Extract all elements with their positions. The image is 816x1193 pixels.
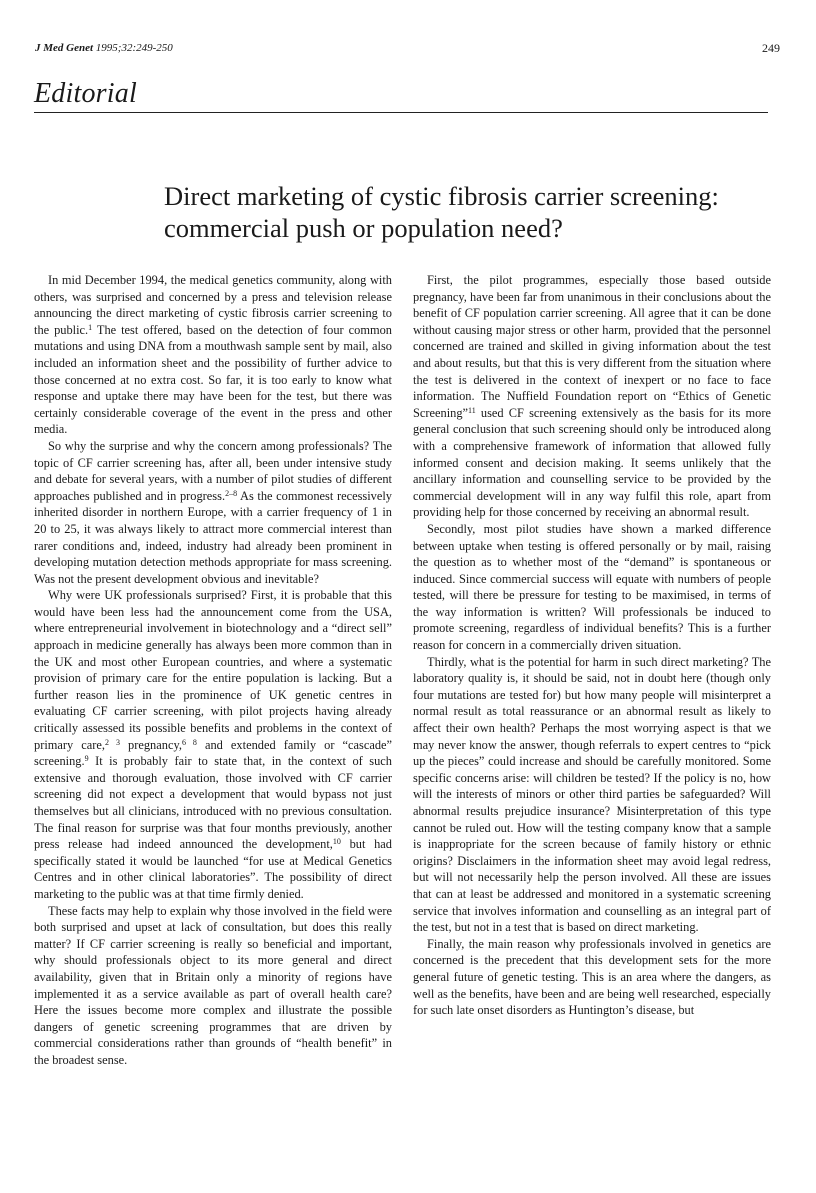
paragraph: In mid December 1994, the medical genetics community, along with others, was surprised and concerned by a press and television release announcing the direct marketing of cystic fibrosis carrier screening to the public.$^1$ The test offered, based on the detection of four common mutations and using DNA from a mouthwash sample sent by mail, also included an information sheet and the possibility of further advice to those concerned at no extra cost. So far, it is too early to know what response and uptake there may have been for the test, but there was certainly considerable coverage of the event in the press and other media. xyxy=(34,273,392,437)
citation-ref: 10 xyxy=(332,837,341,847)
page-number: 249 xyxy=(762,41,780,55)
citation-ref: 6 8 xyxy=(181,737,197,747)
right-column xyxy=(413,272,771,1019)
journal-name: J Med Genet xyxy=(35,42,94,54)
article-title xyxy=(164,180,784,244)
paragraph: First, the pilot programmes, especially those based outside pregnancy, have been far from unanimous in their conclusions about the benefit of CF population carrier screening. All agree that it can be done without causing major stress or other harm, provided that the personnel concerned are trained and skilled in giving information about the test and about results, but that this is very different from the situation where the test is delivered in the context of inexpert or no face to face information. The Nuffield Foundation report on “Ethics of Genetic Screening”$^{11}$ used CF screening extensively as the basis for its more general conclusion that such screening should only be introduced along with a comprehensive framework of information that allowed fully informed consent and decision making. It seems unlikely that the ancillary information and counselling service to be provided by the commercial development will in any way fulfil this role, apart from providing help for those concerned by receiving an abnormal result. xyxy=(413,273,771,520)
citation-ref: 1 xyxy=(88,322,93,332)
paragraph: So why the surprise and why the concern among professionals? The topic of CF carrier screening has, after all, been under intensive study and debate for several years, with a number of pilot studies of different approaches published and in progress.$^{2-8}$ As the commonest recessively inherited disorder in northern Europe, with a carrier frequency of 1 in 20 to 25, it was always likely to attract more commercial interest than rarer conditions and, indeed, industry had already been prominent in developing mutation detection methods appropriate for mass screening. Was not the present development obvious and inevitable? xyxy=(34,438,392,586)
citation-ref: 2–8 xyxy=(225,488,238,498)
paragraph: Finally, the main reason why professionals involved in genetics are concerned is the precedent that this development sets for the more general future of genetic testing. This is an area where the dangers, as well as the benefits, have been and are being well researched, especially for such late onset disorders as Huntington’s disease, but xyxy=(413,936,771,1018)
paragraph: Thirdly, what is the potential for harm in such direct marketing? The laboratory quality is, it should be said, not in doubt here (though only four mutations are tested for) but how many people will misinterpret a normal result as total reassurance or an abnormal result as likely to affect their own health? Perhaps the most worrying aspect is that we may never know the answer, though referrals to expert centres to “pick up the pieces” could increase and should be carefully monitored. Some specific concerns arise: will children be tested? If the policy is no, how will the interests of minors or other third parties be safeguarded? Will abnormal results prejudice insurance? Misinterpretation of this type cannot be ruled out. How will the testing company know that a sample is inappropriate for the screen because of family history or ethnic origins? Disclaimers in the information sheet may avoid legal redress, but will not necessarily help the person involved. All these are issues that can at least be addressed and monitored in a systematic screening service that involves information and counselling as an integral part of the test, but not in a test that is based on direct marketing. xyxy=(413,654,771,935)
left-column xyxy=(34,272,392,1069)
paragraph: Secondly, most pilot studies have shown a marked difference between uptake when testing is offered personally or by mail, raising the question as to whether most of the “demand” is spontaneous or induced. Since commercial success will equate with numbers of people tested, will there be pressure for testing to be maximised, in terms of the way information is written? Will professionals be induced to promote screening, regardless of individual benefits? This is a further reason for concern in a commercially driven situation. xyxy=(413,521,771,653)
paragraph: Why were UK professionals surprised? First, it is probable that this would have been less had the announcement come from the USA, where entrepreneurial involvement in biotechnology and a “direct sell” approach in medicine generally has always been more common than in the UK and most other European countries, and where a systematic provision of primary care for the entire population is lacking. But a further reason lies in the prominence of UK genetic centres in evaluating CF carrier screening, with pilot projects having already critically assessed its possible benefits and problems in the context of primary care,$^{2 3}$ pregnancy,$^{6 8}$ and extended family or “cascade” screening.$^9$ It is probably fair to state that, in the context of such extensive and thorough evaluation, those involved with CF carrier screening did not expect a development that would bypass not just themselves but all clinicians, introduced with no previous consultation. The final reason for surprise was that four months previously, another press release had indeed announced the development,$^{10}$ but had specifically stated it would be launched “for use at Medical Genetics Centres and in other clinical laboratories”. The possibility of direct marketing to the public was at that time firmly denied. xyxy=(34,588,393,901)
citation-ref: 9 xyxy=(84,754,89,764)
title-line-1: Direct marketing of cystic fibrosis carrier screening: xyxy=(164,180,719,211)
paragraph: These facts may help to explain why those involved in the field were both surprised and upset at lack of consultation, but does this really matter? If CF carrier screening is really so beneficial and important, why should professionals object to its more general and direct availability, given that in Britain only a minority of regions have implemented it as a service available as part of overall health care? Here the issues become more complex and illustrate the possible dangers of genetic screening programmes that are driven by commercial considerations rather than grounds of “health benefit” in the broadest sense. xyxy=(34,903,392,1067)
title-line-2: commercial push or population need? xyxy=(164,212,563,243)
citation-ref: 2 3 xyxy=(105,737,120,747)
journal-citation: 1995;32:249-250 xyxy=(93,42,173,54)
header-rule xyxy=(34,112,768,113)
running-head xyxy=(35,42,173,54)
section-label: Editorial xyxy=(34,78,137,109)
citation-ref: 11 xyxy=(468,405,476,415)
